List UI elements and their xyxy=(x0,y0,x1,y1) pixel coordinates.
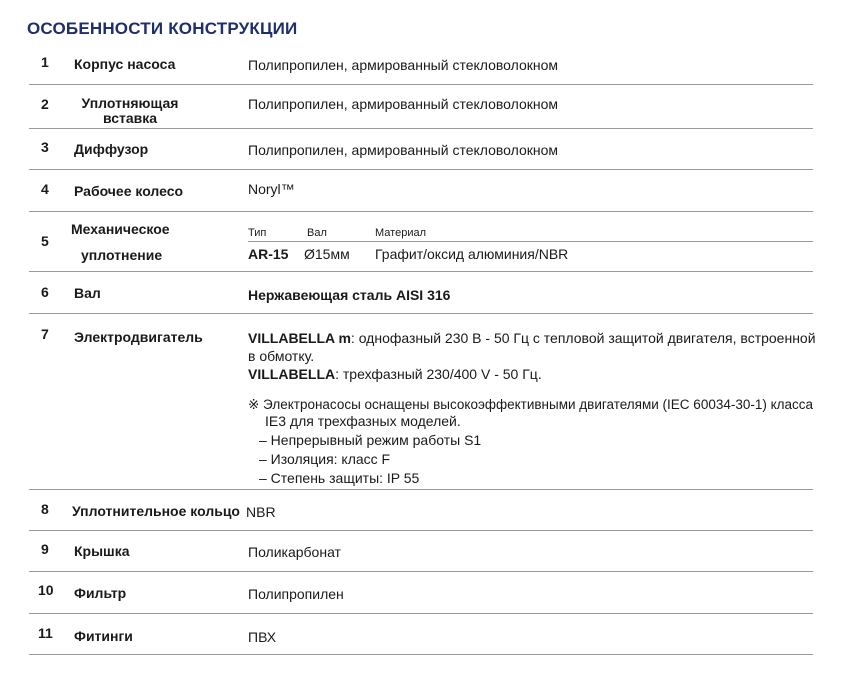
row-divider xyxy=(29,271,813,272)
row-number: 9 xyxy=(41,541,49,557)
motor-model-three: VILLABELLA xyxy=(248,366,336,382)
row-label: Уплотняющая вставка xyxy=(81,95,179,126)
row-number: 8 xyxy=(41,501,49,517)
motor-desc-single: : однофазный 230 В - 50 Гц с тепловой защитой двигателя, встроенной xyxy=(350,330,816,346)
row-label: Уплотнительное кольцо xyxy=(72,503,240,519)
row-value: Полипропилен, армированный стекловолокном xyxy=(248,57,559,73)
seal-shaft-value: Ø15мм xyxy=(304,246,350,262)
row-divider xyxy=(29,211,813,212)
row-label: Крышка xyxy=(74,543,130,559)
row-number: 6 xyxy=(41,284,49,300)
subheader-type: Тип xyxy=(248,227,267,239)
row-label: Фитинги xyxy=(74,628,133,644)
seal-material-value: Графит/оксид алюминия/NBR xyxy=(375,246,569,262)
row-value: Полипропилен, армированный стекловолокном xyxy=(248,142,559,158)
row-divider xyxy=(29,571,813,572)
motor-bullet: – Степень защиты: IP 55 xyxy=(259,470,420,486)
page-title: ОСОБЕННОСТИ КОНСТРУКЦИИ xyxy=(27,19,298,38)
row-number: 10 xyxy=(38,582,54,598)
row-label: Диффузор xyxy=(74,141,149,157)
motor-note-line-1: ※ Электронасосы оснащены высокоэффективными двигателями (IEC 60034-30-1) класса xyxy=(248,397,814,412)
row-value: Noryl™ xyxy=(248,181,295,197)
row-value: Полипропилен, армированный стекловолокном xyxy=(248,96,559,112)
row-divider xyxy=(29,654,813,655)
row-value: ПВХ xyxy=(248,629,277,645)
row-number: 1 xyxy=(41,54,49,70)
row-divider xyxy=(29,613,813,614)
motor-bullet: – Непрерывный режим работы S1 xyxy=(259,432,482,448)
row-label: Фильтр xyxy=(74,585,127,601)
row-divider xyxy=(29,128,813,129)
row-label: Вал xyxy=(74,285,101,301)
row-label: уплотнение xyxy=(81,247,163,263)
row-number: 7 xyxy=(41,326,49,342)
motor-line-1 xyxy=(248,329,816,347)
row-value: Нержавеющая сталь AISI 316 xyxy=(248,287,451,303)
row-number: 11 xyxy=(38,625,53,641)
row-divider xyxy=(29,169,813,170)
motor-bullet: – Изоляция: класс F xyxy=(259,451,391,467)
motor-desc-three: : трехфазный 230/400 V - 50 Гц. xyxy=(335,366,542,382)
row-value: Поликарбонат xyxy=(248,544,341,560)
row-number: 2 xyxy=(41,96,49,112)
row-divider xyxy=(29,530,813,531)
seal-type-value: AR-15 xyxy=(248,246,289,262)
motor-line-3 xyxy=(248,365,542,383)
row-label: Электродвигатель xyxy=(74,329,203,345)
row-label: Корпус насоса xyxy=(74,56,176,72)
row-label: Механическое xyxy=(71,221,170,237)
subheader-divider xyxy=(248,241,813,242)
row-divider xyxy=(29,313,813,314)
subheader-material: Материал xyxy=(375,227,426,239)
motor-note-line-2: IE3 для трехфазных моделей. xyxy=(265,413,461,429)
row-number: 4 xyxy=(41,181,49,197)
row-value: NBR xyxy=(246,504,276,520)
motor-line-2: в обмотку. xyxy=(248,348,315,364)
row-number: 3 xyxy=(41,139,49,155)
subheader-shaft: Вал xyxy=(307,227,327,239)
row-label: Рабочее колесо xyxy=(74,183,184,199)
row-divider xyxy=(29,489,813,490)
motor-model-single: VILLABELLA m xyxy=(248,330,351,346)
row-value: Полипропилен xyxy=(248,586,344,602)
row-number: 5 xyxy=(41,233,49,249)
row-divider xyxy=(29,84,813,85)
